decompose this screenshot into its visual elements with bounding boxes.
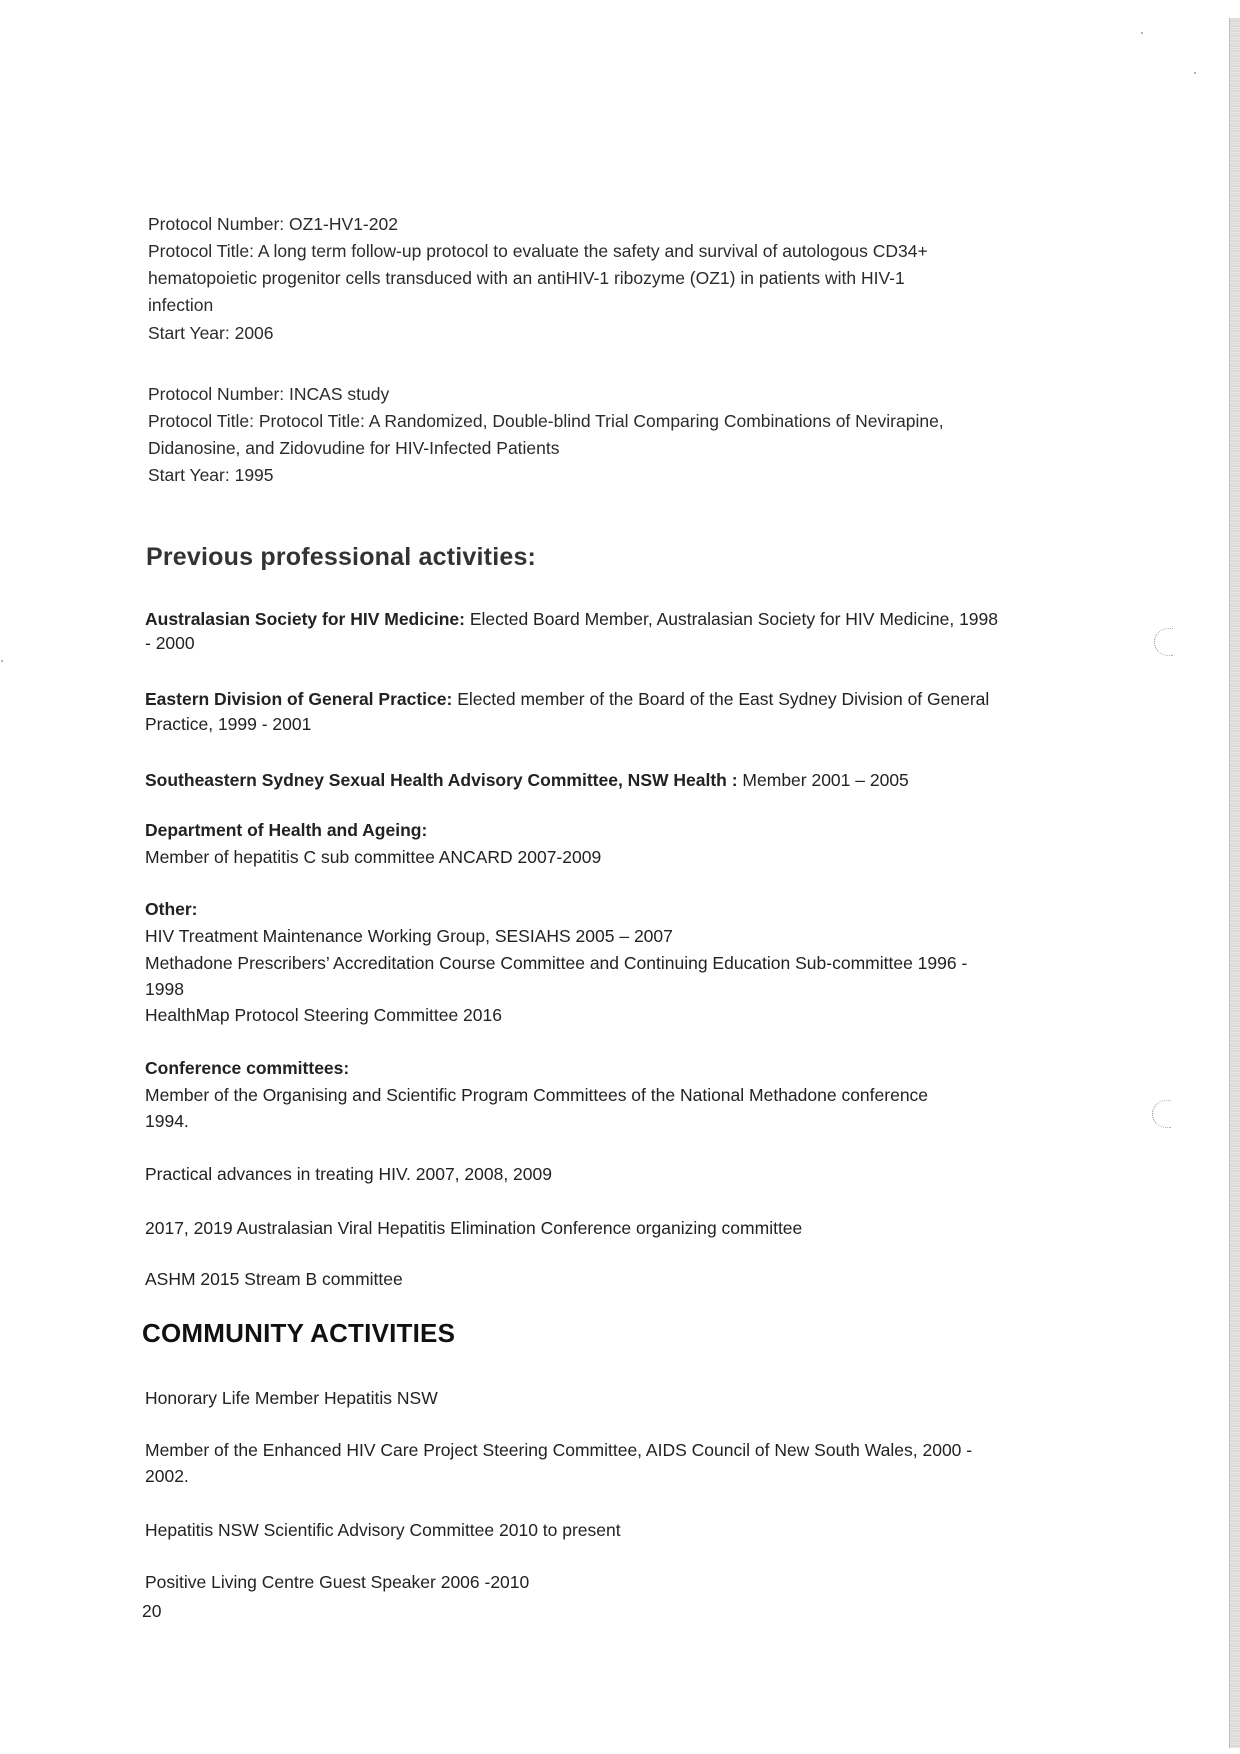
- activity-text: HealthMap Protocol Steering Committee 2016: [145, 1005, 502, 1025]
- punch-hole-mark: [1152, 1100, 1171, 1128]
- protocol-number: Protocol Number: INCAS study: [148, 384, 390, 404]
- protocol-title-line: infection: [148, 295, 214, 315]
- activity-text: Member of the Organising and Scientific Program Committees of the National Methadone conference: [145, 1085, 929, 1105]
- protocol-start-year: Start Year: 1995: [148, 465, 274, 485]
- scan-speck: [1141, 32, 1143, 34]
- activity-text: ASHM 2015 Stream B committee: [145, 1269, 403, 1289]
- community-item-continued: 2002.: [145, 1466, 189, 1486]
- activity-text: Practical advances in treating HIV. 2007, 2008, 2009: [145, 1164, 552, 1184]
- section-heading-community-activities: COMMUNITY ACTIVITIES: [142, 1318, 456, 1348]
- community-item: Hepatitis NSW Scientific Advisory Committee 2010 to present: [145, 1520, 621, 1540]
- activity-entry: [145, 688, 989, 710]
- activity-text: Elected member of the Board of the East Sydney Division of General: [452, 689, 990, 709]
- subheading-conference-committees: Conference committees:: [145, 1058, 350, 1078]
- activity-text: Methadone Prescribers’ Accreditation Course Committee and Continuing Education Sub-committee 1996 -: [145, 953, 968, 973]
- scan-edge-strip: [1229, 18, 1240, 1748]
- activity-entry: [145, 608, 998, 630]
- activity-text: 2017, 2019 Australasian Viral Hepatitis Elimination Conference organizing committee: [145, 1218, 803, 1238]
- activity-text-continued: Practice, 1999 - 2001: [145, 714, 312, 734]
- community-item: Honorary Life Member Hepatitis NSW: [145, 1388, 438, 1408]
- activity-text: 1998: [145, 979, 184, 999]
- community-item: Member of the Enhanced HIV Care Project Steering Committee, AIDS Council of New South Wales, 2000 -: [145, 1440, 973, 1460]
- activity-text: Member 2001 – 2005: [737, 770, 909, 790]
- activity-text: 1994.: [145, 1111, 189, 1131]
- scan-speck: [1, 660, 3, 662]
- protocol-start-year: Start Year: 2006: [148, 323, 274, 343]
- activity-label: Southeastern Sydney Sexual Health Advisory Committee, NSW Health :: [145, 770, 738, 790]
- section-heading-previous-activities: Previous professional activities:: [146, 543, 537, 571]
- activity-text: Elected Board Member, Australasian Society for HIV Medicine, 1998: [464, 609, 999, 629]
- activity-label: Australasian Society for HIV Medicine:: [145, 609, 465, 629]
- scan-speck: [1194, 72, 1196, 74]
- protocol-title-line: Didanosine, and Zidovudine for HIV-Infected Patients: [148, 438, 560, 458]
- protocol-title-line: Protocol Title: A long term follow-up protocol to evaluate the safety and survival of autologous CD34+: [148, 241, 928, 261]
- activity-text: HIV Treatment Maintenance Working Group, SESIAHS 2005 – 2007: [145, 926, 673, 946]
- activity-text: Member of hepatitis C sub committee ANCARD 2007-2009: [145, 847, 602, 867]
- activity-entry: [145, 769, 909, 791]
- punch-hole-mark: [1154, 628, 1173, 656]
- activity-text-continued: - 2000: [145, 633, 195, 653]
- protocol-title-line: Protocol Title: Protocol Title: A Randomized, Double-blind Trial Comparing Combinations of Nevirapine,: [148, 411, 944, 431]
- activity-label: Eastern Division of General Practice:: [145, 689, 453, 709]
- subheading-other: Other:: [145, 899, 198, 919]
- page-number: 20: [142, 1601, 162, 1621]
- community-item: Positive Living Centre Guest Speaker 2006 -2010: [145, 1572, 530, 1592]
- protocol-title-line: hematopoietic progenitor cells transduced with an antiHIV-1 ribozyme (OZ1) in patients with HIV-1: [148, 268, 905, 288]
- protocol-number: Protocol Number: OZ1-HV1-202: [148, 214, 398, 234]
- subheading-dept-health: Department of Health and Ageing:: [145, 820, 428, 840]
